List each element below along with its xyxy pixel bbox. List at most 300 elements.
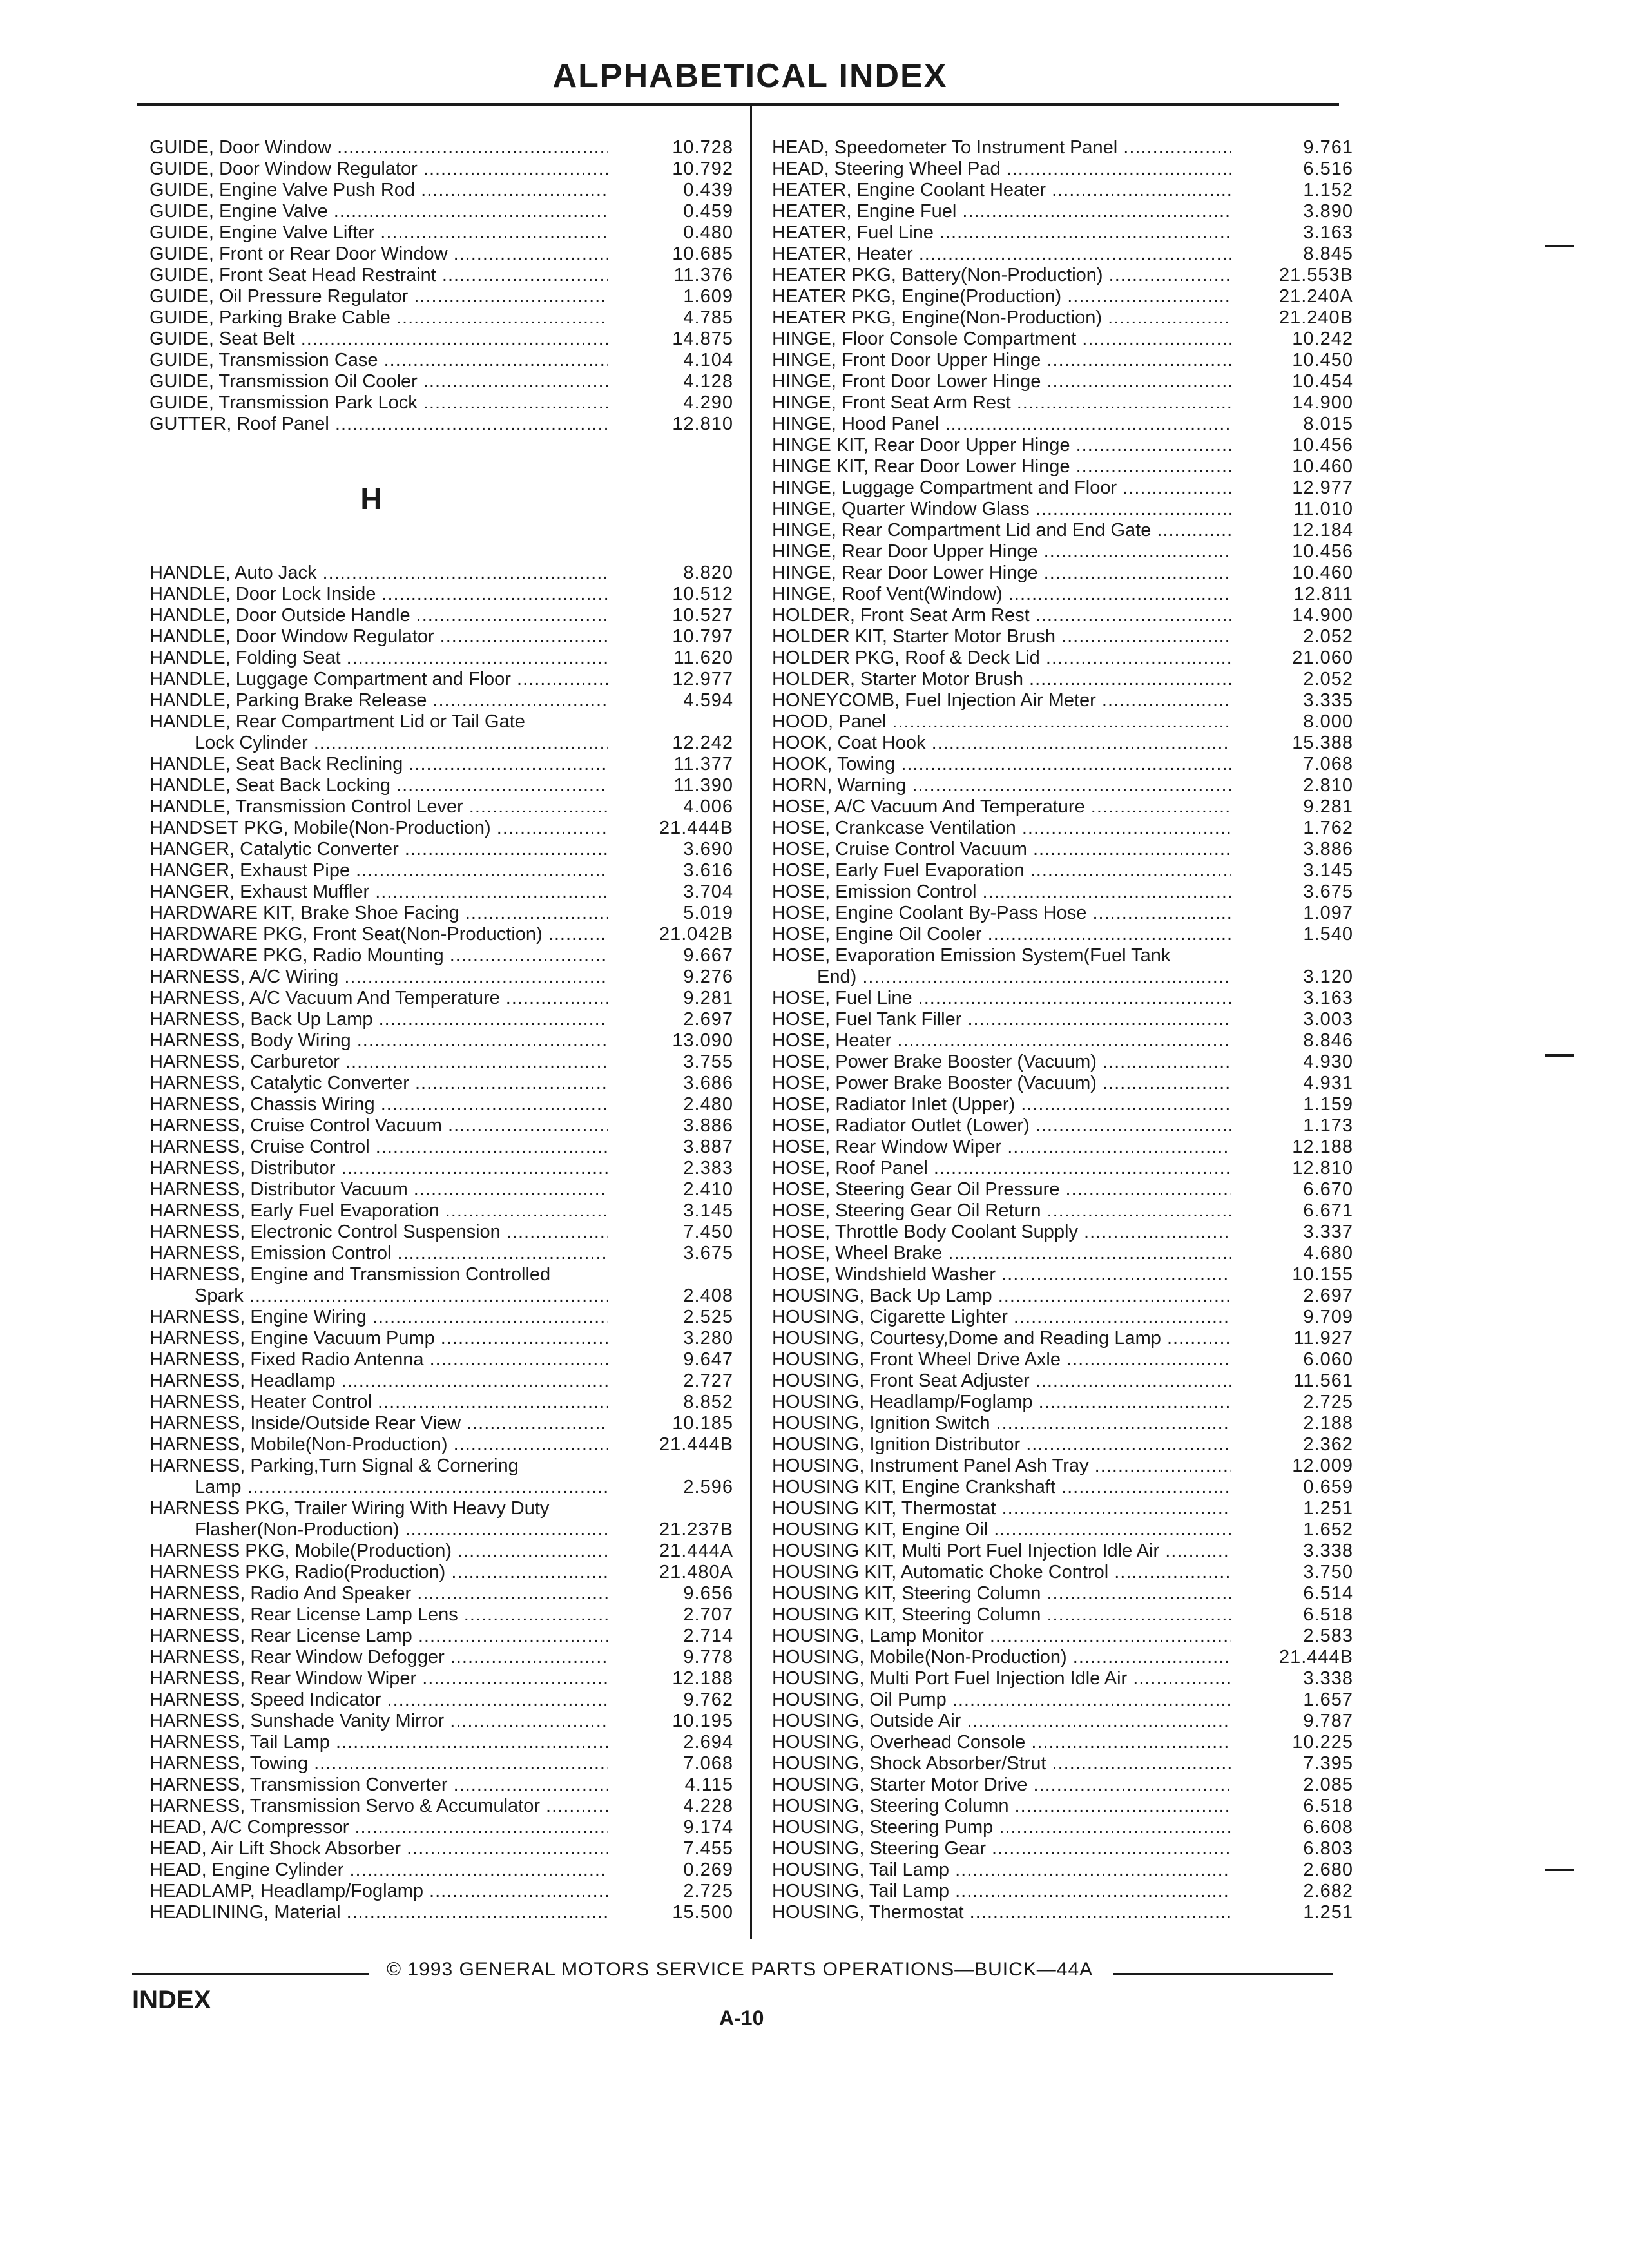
entry-page-number: 3.686 [683,1073,733,1093]
entry-label: HARNESS, Radio And Speaker ..... [149,1583,608,1604]
index-entry [772,1902,1361,1923]
entry-page-number: 21.237B [659,1519,733,1540]
entry-label: HEADLAMP, Headlamp/Foglamp ..... [149,1881,608,1902]
entry-label: HEAD, A/C Compressor ..... [149,1817,608,1838]
entry-page-number: 21.042B [659,924,733,945]
index-entry [772,1838,1361,1860]
entry-label: HINGE KIT, Rear Door Lower Hinge ..... [772,456,1231,477]
entry-label: HEATER, Fuel Line ..... [772,222,1231,244]
entry-label: HOOK, Towing ..... [772,754,1231,775]
entry-page-number: 10.155 [1292,1264,1353,1285]
entry-page-number: 21.480A [659,1562,733,1582]
index-entry [772,329,1361,350]
footer-copyright: © 1993 GENERAL MOTORS SERVICE PARTS OPERATIONS—BUICK—44A [387,1959,1094,1980]
entry-page-number: 9.281 [683,988,733,1008]
entry-label: HEATER, Heater ..... [772,244,1231,265]
entry-label: HOUSING, Steering Column ..... [772,1796,1231,1817]
index-entry [149,839,741,860]
index-entry [149,1328,741,1349]
entry-page-number: 1.609 [683,286,733,307]
entry-page-number: 3.887 [683,1137,733,1157]
entry-label: HARNESS, Sunshade Vanity Mirror ..... [149,1711,608,1732]
index-entry [772,541,1361,562]
index-entry [772,1328,1361,1349]
entry-page-number: 1.657 [1303,1689,1353,1710]
index-entry [149,1392,741,1413]
index-entry [772,392,1361,414]
index-entry [772,924,1361,945]
index-entry [772,456,1361,477]
entry-label: HOUSING KIT, Automatic Choke Control ..... [772,1562,1231,1583]
entry-page-number: 7.450 [683,1222,733,1242]
entry-page-number: 4.128 [683,371,733,392]
entry-label: HOLDER PKG, Roof & Deck Lid ..... [772,648,1231,669]
index-entry [772,1285,1361,1307]
entry-page-number: 6.671 [1303,1200,1353,1221]
entry-label: HARNESS, Fixed Radio Antenna ..... [149,1349,608,1370]
section-label: INDEX [132,1986,211,2014]
entry-page-number: 3.335 [1303,690,1353,711]
entry-label: HOUSING, Tail Lamp ..... [772,1860,1231,1881]
entry-label: HOUSING, Tail Lamp ..... [772,1881,1231,1902]
index-entry [772,414,1361,435]
entry-label: HOUSING, Mobile(Non-Production) ..... [772,1647,1231,1668]
entry-label: HINGE, Luggage Compartment and Floor ..... [772,477,1231,499]
entry-page-number: 0.659 [1303,1477,1353,1497]
entry-page-number: 1.152 [1303,180,1353,200]
entry-label: HANGER, Exhaust Muffler ..... [149,881,608,903]
entry-label: HARNESS PKG, Mobile(Production) ..... [149,1541,608,1562]
entry-label: Spark ..... [149,1285,608,1307]
entry-page-number: 10.456 [1292,541,1353,562]
index-entry [149,1860,741,1881]
entry-page-number: 4.931 [1303,1073,1353,1093]
entry-page-number: 14.900 [1292,605,1353,626]
entry-label: HOSE, Heater ..... [772,1030,1231,1052]
entry-page-number: 4.115 [684,1774,733,1795]
entry-page-number: 10.512 [672,584,733,604]
entry-label: GUIDE, Engine Valve ..... [149,201,608,222]
entry-label: HOUSING, Ignition Switch ..... [772,1413,1231,1434]
entry-page-number: 9.709 [1303,1307,1353,1327]
entry-label: HINGE, Front Seat Arm Rest ..... [772,392,1231,414]
title-rule [137,103,1339,106]
entry-label: HANDLE, Rear Compartment Lid or Tail Gate [149,711,525,732]
entry-page-number: 12.009 [1292,1456,1353,1476]
entry-page-number: 1.251 [1303,1902,1353,1923]
index-entry [149,1498,741,1519]
entry-page-number: 12.977 [672,669,733,689]
entry-page-number: 4.680 [1303,1243,1353,1264]
index-entry [772,562,1361,584]
entry-page-number: 21.444A [659,1541,733,1561]
entry-label: HOLDER, Front Seat Arm Rest ..... [772,605,1231,626]
index-entry [149,244,741,265]
entry-label: HARNESS, Engine and Transmission Controlled [149,1264,551,1285]
entry-label: HEATER PKG, Battery(Non-Production) ..... [772,265,1231,286]
index-entry [772,1626,1361,1647]
entry-label: HARNESS, Rear Window Wiper ..... [149,1668,608,1689]
entry-page-number: 11.377 [673,754,733,774]
index-entry [772,1753,1361,1774]
entry-page-number: 10.450 [1292,350,1353,370]
entry-page-number: 2.714 [683,1626,733,1646]
index-entry [149,1413,741,1434]
entry-label: HARNESS, Cruise Control Vacuum ..... [149,1115,608,1137]
entry-label: GUIDE, Parking Brake Cable ..... [149,307,608,329]
index-entry [772,1817,1361,1838]
index-entry [149,562,741,584]
entry-label: HARNESS, Inside/Outside Rear View ..... [149,1413,608,1434]
right-index-column [772,137,1361,1923]
index-entry [149,796,741,818]
index-entry [149,1179,741,1200]
entry-label: HOUSING, Headlamp/Foglamp ..... [772,1392,1231,1413]
entry-label: HOOK, Coat Hook ..... [772,733,1231,754]
entry-page-number: 2.362 [1303,1434,1353,1455]
entry-label: HARNESS, Rear Window Defogger ..... [149,1647,608,1668]
entry-label: HEADLINING, Material ..... [149,1902,608,1923]
entry-page-number: 2.810 [1303,775,1353,796]
index-entry [772,1370,1361,1392]
index-entry [772,1073,1361,1094]
entry-label: HOSE, Wheel Brake ..... [772,1243,1231,1264]
index-entry [772,711,1361,733]
index-entry [772,435,1361,456]
index-entry [149,180,741,201]
index-entry [149,754,741,775]
footer-rule-right [1113,1973,1333,1975]
index-entry [772,1264,1361,1285]
entry-label: HARNESS, Rear License Lamp ..... [149,1626,608,1647]
entry-page-number: 3.675 [683,1243,733,1264]
entry-page-number: 6.514 [1303,1583,1353,1604]
entry-page-number: 0.269 [683,1860,733,1880]
index-entry [149,1838,741,1860]
entry-label: HOSE, A/C Vacuum And Temperature ..... [772,796,1231,818]
entry-page-number: 21.444B [659,1434,733,1455]
index-entry [149,1264,741,1285]
entry-label: HOOD, Panel ..... [772,711,1231,733]
index-entry [149,1094,741,1115]
entry-label: HANDLE, Seat Back Locking ..... [149,775,608,796]
entry-label: HOSE, Radiator Outlet (Lower) ..... [772,1115,1231,1137]
entry-page-number: 11.390 [673,775,733,796]
index-entry [149,1796,741,1817]
entry-label: HOUSING, Courtesy,Dome and Reading Lamp ..... [772,1328,1231,1349]
entry-page-number: 2.682 [1303,1881,1353,1901]
index-entry [772,1307,1361,1328]
index-entry [149,1052,741,1073]
entry-label: HANDLE, Door Window Regulator ..... [149,626,608,648]
entry-page-number: 6.060 [1303,1349,1353,1370]
entry-label: HOUSING KIT, Multi Port Fuel Injection Idle Air ..... [772,1541,1231,1562]
entry-page-number: 9.656 [683,1583,733,1604]
index-entry [149,988,741,1009]
index-entry [772,1115,1361,1137]
index-entry [149,350,741,371]
index-entry [149,1647,741,1668]
index-entry [772,1456,1361,1477]
entry-page-number: 11.561 [1293,1370,1353,1391]
index-entry [772,1881,1361,1902]
entry-page-number: 3.163 [1303,988,1353,1008]
entry-label: HARNESS, Heater Control ..... [149,1392,608,1413]
entry-page-number: 3.145 [683,1200,733,1221]
entry-label: HARNESS, Cruise Control ..... [149,1137,608,1158]
index-entry [149,1370,741,1392]
entry-label: HOUSING, Cigarette Lighter ..... [772,1307,1231,1328]
index-entry [149,711,741,733]
index-entry [772,733,1361,754]
entry-page-number: 10.792 [672,159,733,179]
entry-page-number: 7.455 [683,1838,733,1859]
entry-label: HANDLE, Auto Jack ..... [149,562,608,584]
entry-label: HARNESS, Distributor Vacuum ..... [149,1179,608,1200]
entry-label: HINGE, Rear Compartment Lid and End Gate ..... [772,520,1231,541]
left-index-column [149,137,741,1923]
index-entry [772,1052,1361,1073]
index-entry [149,818,741,839]
entry-page-number: 2.697 [683,1009,733,1030]
index-entry [772,1774,1361,1796]
entry-label: HOSE, Evaporation Emission System(Fuel Tank [772,945,1171,966]
entry-label: HARNESS, Chassis Wiring ..... [149,1094,608,1115]
margin-tick-mark [1545,245,1574,247]
entry-label: HOUSING, Steering Gear ..... [772,1838,1231,1860]
entry-label: HOUSING, Back Up Lamp ..... [772,1285,1231,1307]
entry-label: HOUSING, Outside Air ..... [772,1711,1231,1732]
entry-label: HINGE, Front Door Upper Hinge ..... [772,350,1231,371]
entry-label: HOUSING KIT, Steering Column ..... [772,1604,1231,1626]
entry-label: HOSE, Steering Gear Oil Return ..... [772,1200,1231,1222]
entry-page-number: 9.762 [683,1689,733,1710]
index-entry [149,392,741,414]
entry-label: HOUSING, Shock Absorber/Strut ..... [772,1753,1231,1774]
index-entry [149,1243,741,1264]
entry-page-number: 2.085 [1303,1774,1353,1795]
entry-label: HINGE KIT, Rear Door Upper Hinge ..... [772,435,1231,456]
entry-page-number: 6.516 [1303,159,1353,179]
entry-page-number: 4.104 [683,350,733,370]
entry-page-number: 10.454 [1292,371,1353,392]
entry-label: HOUSING, Steering Pump ..... [772,1817,1231,1838]
entry-label: HOUSING, Overhead Console ..... [772,1732,1231,1753]
entry-label: Flasher(Non-Production) ..... [149,1519,608,1541]
index-entry [772,1604,1361,1626]
index-entry [772,1137,1361,1158]
entry-label: GUIDE, Door Window Regulator ..... [149,159,608,180]
entry-label: HINGE, Rear Door Lower Hinge ..... [772,562,1231,584]
entry-label: HARNESS, Electronic Control Suspension ..... [149,1222,608,1243]
entry-label: HOUSING, Oil Pump ..... [772,1689,1231,1711]
entry-label: HOUSING, Thermostat ..... [772,1902,1231,1923]
entry-page-number: 3.886 [1303,839,1353,860]
entry-label: HOSE, Fuel Line ..... [772,988,1231,1009]
index-entry [772,244,1361,265]
entry-page-number: 2.480 [683,1094,733,1115]
index-entry [772,669,1361,690]
entry-page-number: 4.290 [683,392,733,413]
entry-page-number: 5.019 [683,903,733,923]
index-entry [772,222,1361,244]
entry-label: HARNESS, Parking,Turn Signal & Cornering [149,1456,519,1476]
entry-page-number: 4.006 [683,796,733,817]
index-entry [772,1860,1361,1881]
entry-page-number: 21.444B [659,818,733,838]
entry-page-number: 1.173 [1303,1115,1353,1136]
index-entry [149,966,741,988]
entry-page-number: 12.188 [1292,1137,1353,1157]
entry-page-number: 7.068 [683,1753,733,1774]
entry-label: HANDLE, Door Lock Inside ..... [149,584,608,605]
entry-page-number: 4.594 [683,690,733,711]
index-entry [149,1285,741,1307]
entry-page-number: 9.787 [1303,1711,1353,1731]
entry-label: HOSE, Radiator Inlet (Upper) ..... [772,1094,1231,1115]
index-entry [772,137,1361,159]
entry-page-number: 2.383 [683,1158,733,1178]
entry-page-number: 4.930 [1303,1052,1353,1072]
footer-rule-left [132,1973,369,1975]
index-entry [149,1073,741,1094]
entry-page-number: 10.195 [672,1711,733,1731]
index-entry [772,1158,1361,1179]
index-entry [149,1115,741,1137]
index-entry [149,648,741,669]
entry-page-number: 21.060 [1292,648,1353,668]
entry-label: HARNESS, A/C Wiring ..... [149,966,608,988]
index-entry [772,796,1361,818]
entry-page-number: 14.900 [1292,392,1353,413]
entry-page-number: 12.977 [1292,477,1353,498]
index-entry [149,860,741,881]
index-entry [149,903,741,924]
entry-page-number: 1.652 [1303,1519,1353,1540]
entry-page-number: 3.616 [683,860,733,881]
index-entry [149,924,741,945]
entry-page-number: 12.184 [1292,520,1353,541]
entry-label: HOUSING KIT, Engine Crankshaft ..... [772,1477,1231,1498]
entry-label: HANGER, Exhaust Pipe ..... [149,860,608,881]
entry-page-number: 3.675 [1303,881,1353,902]
index-entry [772,1519,1361,1541]
index-entry [149,1158,741,1179]
index-entry [772,1200,1361,1222]
index-entry [149,1689,741,1711]
entry-label: HEATER PKG, Engine(Non-Production) ..... [772,307,1231,329]
entry-page-number: 12.810 [1292,1158,1353,1178]
margin-tick-mark [1545,1869,1574,1871]
entry-label: HARNESS, Emission Control ..... [149,1243,608,1264]
entry-label: GUIDE, Transmission Case ..... [149,350,608,371]
index-entry [772,1179,1361,1200]
index-entry [772,1243,1361,1264]
index-entry [772,626,1361,648]
entry-page-number: 11.927 [1293,1328,1353,1349]
entry-page-number: 8.015 [1303,414,1353,434]
index-entry [772,648,1361,669]
entry-label: HARDWARE PKG, Front Seat(Non-Production) ..... [149,924,608,945]
entry-page-number: 2.052 [1303,626,1353,647]
index-entry [772,159,1361,180]
entry-page-number: 2.727 [683,1370,733,1391]
index-entry [772,1541,1361,1562]
entry-page-number: 10.527 [672,605,733,626]
entry-page-number: 2.408 [683,1285,733,1306]
entry-page-number: 3.704 [683,881,733,902]
index-entry [772,1413,1361,1434]
index-entry [149,1817,741,1838]
entry-label: HOSE, Roof Panel ..... [772,1158,1231,1179]
entry-page-number: 10.728 [672,137,733,158]
entry-page-number: 1.251 [1303,1498,1353,1519]
entry-label: End) ..... [772,966,1231,988]
entry-page-number: 12.810 [672,414,733,434]
index-entry [149,1030,741,1052]
index-entry [149,159,741,180]
index-entry [149,945,741,966]
entry-label: HARNESS, Speed Indicator ..... [149,1689,608,1711]
index-entry [149,1222,741,1243]
entry-page-number: 2.697 [1303,1285,1353,1306]
entry-page-number: 21.553B [1278,265,1353,285]
entry-label: GUIDE, Engine Valve Push Rod ..... [149,180,608,201]
index-entry [772,860,1361,881]
entry-page-number: 0.439 [683,180,733,200]
index-entry [149,733,741,754]
entry-page-number: 21.444B [1278,1647,1353,1667]
entry-page-number: 8.820 [683,562,733,583]
entry-label: HARNESS, Body Wiring ..... [149,1030,608,1052]
index-entry [772,1647,1361,1668]
entry-page-number: 1.159 [1303,1094,1353,1115]
entry-page-number: 3.338 [1303,1541,1353,1561]
entry-label: Lock Cylinder ..... [149,733,608,754]
index-entry [772,350,1361,371]
index-entry [772,903,1361,924]
entry-page-number: 10.685 [672,244,733,264]
entry-label: HARNESS, Engine Vacuum Pump ..... [149,1328,608,1349]
entry-label: HOUSING, Lamp Monitor ..... [772,1626,1231,1647]
entry-page-number: 6.518 [1303,1796,1353,1816]
index-entry [772,1094,1361,1115]
index-entry [772,966,1361,988]
index-entry [149,881,741,903]
entry-label: HEATER PKG, Engine(Production) ..... [772,286,1231,307]
index-entry [149,1562,741,1583]
entry-label: HINGE, Floor Console Compartment ..... [772,329,1231,350]
index-entry [149,1349,741,1370]
entry-page-number: 10.460 [1292,456,1353,477]
index-entry [149,137,741,159]
entry-label: HOUSING, Ignition Distributor ..... [772,1434,1231,1456]
entry-label: HARDWARE KIT, Brake Shoe Facing ..... [149,903,608,924]
entry-label: HANDLE, Parking Brake Release ..... [149,690,608,711]
index-entry [149,1307,741,1328]
entry-label: HANDLE, Luggage Compartment and Floor ..... [149,669,608,690]
entry-label: HOUSING, Front Wheel Drive Axle ..... [772,1349,1231,1370]
entry-page-number: 3.163 [1303,222,1353,243]
index-entry [149,1519,741,1541]
entry-page-number: 12.188 [672,1668,733,1689]
entry-label: HARNESS, Towing ..... [149,1753,608,1774]
entry-page-number: 3.886 [683,1115,733,1136]
entry-label: HARNESS, Distributor ..... [149,1158,608,1179]
index-entry [772,201,1361,222]
index-entry [149,371,741,392]
entry-label: GUIDE, Door Window ..... [149,137,608,159]
